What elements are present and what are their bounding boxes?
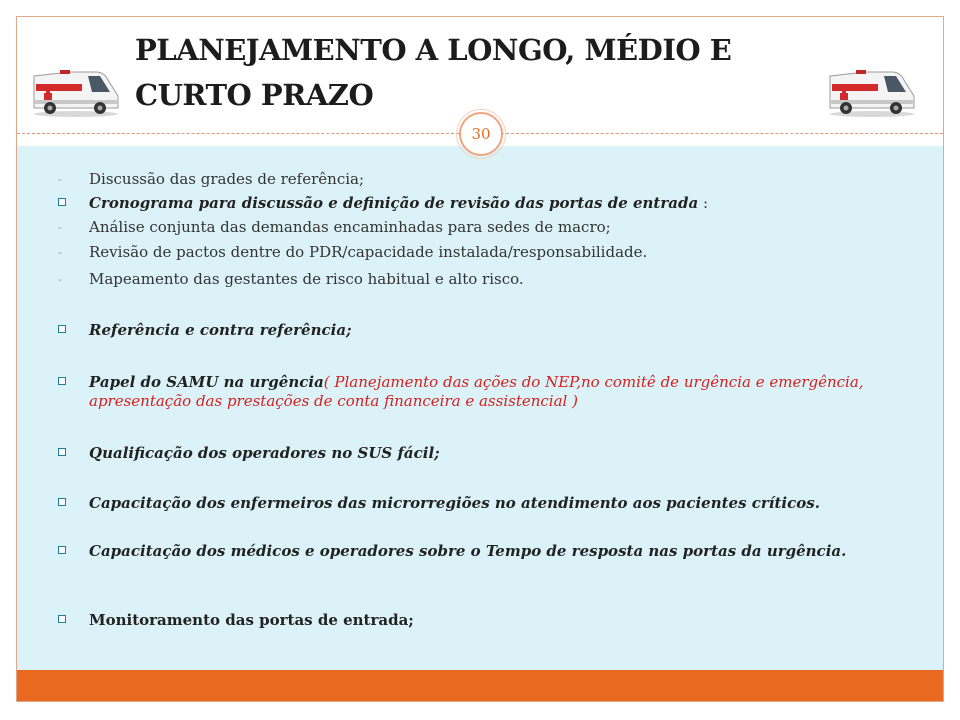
item-text: Mapeamento das gestantes de risco habitual e alto risco. [89,270,524,288]
page-number: 30 [471,125,491,143]
item-text: Papel do SAMU na urgência [89,373,324,391]
list-item [58,243,918,262]
slide-title [135,28,815,118]
ambulance-icon [30,62,122,118]
list-item [58,270,918,289]
item-text: Análise conjunta das demandas encaminhadas para sedes de macro; [89,218,611,236]
square-bullet-icon [58,448,69,459]
title-line-1: PLANEJAMENTO A LONGO, MÉDIO E [135,33,732,67]
ambulance-icon [826,62,918,118]
list-item [58,373,918,411]
list-item [58,611,918,630]
item-text: Referência e contra referência; [89,321,352,339]
item-text: Revisão de pactos dentre do PDR/capacidade instalada/responsabilidade. [89,243,648,261]
list-item [58,542,918,561]
item-text: Monitoramento das portas de entrada [89,611,409,629]
dash-bullet: - [58,173,62,186]
dash-bullet: - [58,273,62,286]
item-text: Qualificação dos operadores no SUS fácil; [89,444,440,462]
square-bullet-icon [58,377,69,388]
list-item [58,494,918,513]
square-bullet-icon [58,498,69,509]
list-item [58,170,918,189]
dash-bullet: - [58,246,62,259]
page-number-badge [459,112,503,156]
square-bullet-icon [58,615,69,626]
item-text: Discussão das grades de referência; [89,170,365,188]
list-item [58,321,918,340]
item-highlight-text: ( Planejamento das ações do NEP,no comitê de urgência e emergência, apresentação das prestações de conta financeira e assistencial ) [89,373,864,410]
square-bullet-icon [58,325,69,336]
list-item [58,444,918,463]
item-text: Capacitação dos enfermeiros das microrregiões no atendimento aos pacientes críticos. [89,494,820,512]
dash-bullet: - [58,221,62,234]
item-text: Capacitação dos médicos e operadores sobre o Tempo de resposta nas portas da urgência. [89,542,847,560]
footer-bar [17,670,943,701]
list-item [58,218,918,237]
item-suffix: ; [408,611,414,629]
item-text: Cronograma para discussão e definição de revisão das portas de entrada [89,194,699,212]
list-item [58,194,918,213]
item-suffix: : [698,194,709,212]
square-bullet-icon [58,546,69,557]
square-bullet-icon [58,198,69,209]
title-line-2: CURTO PRAZO [135,78,374,112]
